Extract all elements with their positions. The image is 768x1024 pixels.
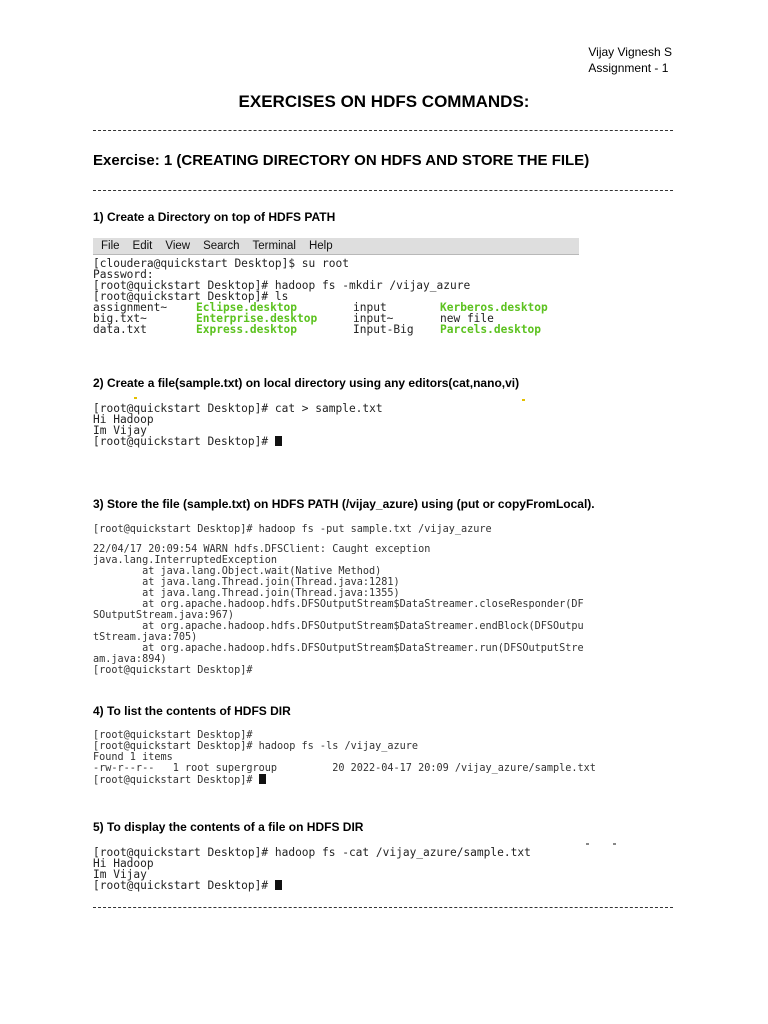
page-title: EXERCISES ON HDFS COMMANDS: (238, 92, 530, 111)
ls-entry: data.txt (93, 323, 147, 336)
divider (93, 190, 673, 191)
menu-item-edit[interactable]: Edit (132, 240, 153, 252)
ls-entry: input (353, 301, 387, 314)
terminal-prompt: [root@quickstart Desktop]# (93, 879, 275, 892)
terminal-line: Found 1 items (93, 752, 173, 763)
author-block (588, 44, 672, 76)
ls-entry: Enterprise.desktop (196, 312, 318, 325)
ls-entry: Parcels.desktop (440, 323, 542, 336)
terminal-line: at java.lang.Thread.join(Thread.java:1355) (93, 588, 400, 599)
terminal-line: tStream.java:705) (93, 632, 198, 643)
terminal-line: Hi Hadoop (93, 857, 154, 870)
terminal-screenshot-3 (93, 524, 663, 676)
step-3-label: 3) Store the file (sample.txt) on HDFS PATH (/vijay_azure) using (put or copyFromLocal). (93, 497, 595, 511)
terminal-line: 22/04/17 20:09:54 WARN hdfs.DFSClient: Caught exception (93, 544, 431, 555)
ls-entry: Input-Big (353, 323, 414, 336)
terminal-line (93, 436, 593, 447)
terminal-line: at org.apache.hadoop.hdfs.DFSOutputStream$DataStreamer.closeResponder(DF (93, 599, 584, 610)
ls-entry: Express.desktop (196, 323, 298, 336)
terminal-line: [root@quickstart Desktop]# (93, 665, 253, 676)
step-4-label: 4) To list the contents of HDFS DIR (93, 704, 291, 718)
terminal-line: -rw-r--r-- 1 root supergroup 20 2022-04-17 20:09 /vijay_azure/sample.txt (93, 763, 596, 774)
terminal-menubar (93, 238, 579, 255)
step-5-label: 5) To display the contents of a file on HDFS DIR (93, 820, 364, 834)
terminal-screenshot-2 (93, 403, 593, 447)
scan-speck (586, 843, 589, 845)
terminal-screenshot-5 (93, 847, 663, 891)
step-2-label: 2) Create a file(sample.txt) on local directory using any editors(cat,nano,vi) (93, 376, 520, 390)
step-1-label: 1) Create a Directory on top of HDFS PATH (93, 210, 336, 224)
scan-speck (613, 843, 616, 845)
terminal-line: Password: (93, 268, 154, 281)
ls-entry: Kerberos.desktop (440, 301, 548, 314)
scan-speck (522, 399, 525, 401)
terminal-line: at java.lang.Thread.join(Thread.java:1281) (93, 577, 400, 588)
terminal-line: [root@quickstart Desktop]# (93, 730, 253, 741)
terminal-line (93, 774, 663, 786)
terminal-prompt: [root@quickstart Desktop]# (93, 775, 259, 786)
terminal-cursor (275, 436, 282, 446)
assignment-label: Assignment - 1 (588, 61, 669, 75)
ls-entry: assignment~ (93, 301, 168, 314)
terminal-prompt: [root@quickstart Desktop]# (93, 435, 275, 448)
terminal-line: [root@quickstart Desktop]# cat > sample.txt (93, 402, 383, 415)
terminal-line: at org.apache.hadoop.hdfs.DFSOutputStream$DataStreamer.run(DFSOutputStre (93, 643, 584, 654)
terminal-line: [root@quickstart Desktop]# hadoop fs -ls /vijay_azure (93, 741, 419, 752)
menu-item-search[interactable]: Search (203, 240, 240, 252)
terminal-line: Im Vijay (93, 424, 147, 437)
exercise-heading: Exercise: 1 (CREATING DIRECTORY ON HDFS AND STORE THE FILE) (93, 152, 590, 169)
terminal-line: at java.lang.Object.wait(Native Method) (93, 566, 382, 577)
terminal-line: SOutputStream.java:967) (93, 610, 235, 621)
terminal-cursor (259, 774, 266, 784)
menu-item-view[interactable]: View (165, 240, 191, 252)
terminal-line: at org.apache.hadoop.hdfs.DFSOutputStream$DataStreamer.endBlock(DFSOutpu (93, 621, 584, 632)
menu-item-help[interactable]: Help (308, 240, 333, 252)
ls-entry: Eclipse.desktop (196, 301, 298, 314)
terminal-line: Hi Hadoop (93, 413, 154, 426)
ls-entry: new file (440, 312, 494, 325)
divider (93, 130, 673, 131)
terminal-line: [cloudera@quickstart Desktop]$ su root (93, 258, 349, 270)
ls-output (93, 302, 583, 335)
terminal-line (93, 880, 663, 891)
terminal-line: [root@quickstart Desktop]# hadoop fs -mkdir /vijay_azure (93, 279, 471, 292)
author-name: Vijay Vignesh S (588, 45, 672, 59)
terminal-line: [root@quickstart Desktop]# hadoop fs -cat /vijay_azure/sample.txt (93, 846, 531, 859)
terminal-screenshot-4 (93, 730, 663, 786)
terminal-cursor (275, 880, 282, 890)
terminal-line: java.lang.InterruptedException (93, 555, 278, 566)
terminal-line: am.java:894) (93, 654, 167, 665)
scan-speck (134, 397, 137, 399)
terminal-line: Im Vijay (93, 868, 147, 881)
terminal-line: [root@quickstart Desktop]# ls (93, 290, 289, 303)
terminal-line: [root@quickstart Desktop]# hadoop fs -put sample.txt /vijay_azure (93, 524, 492, 535)
ls-entry: big.txt~ (93, 312, 147, 325)
terminal-screenshot-1 (93, 258, 583, 336)
menu-item-terminal[interactable]: Terminal (252, 240, 296, 252)
menu-item-file[interactable]: File (101, 240, 120, 252)
ls-entry: input~ (353, 312, 394, 325)
divider (93, 907, 673, 908)
